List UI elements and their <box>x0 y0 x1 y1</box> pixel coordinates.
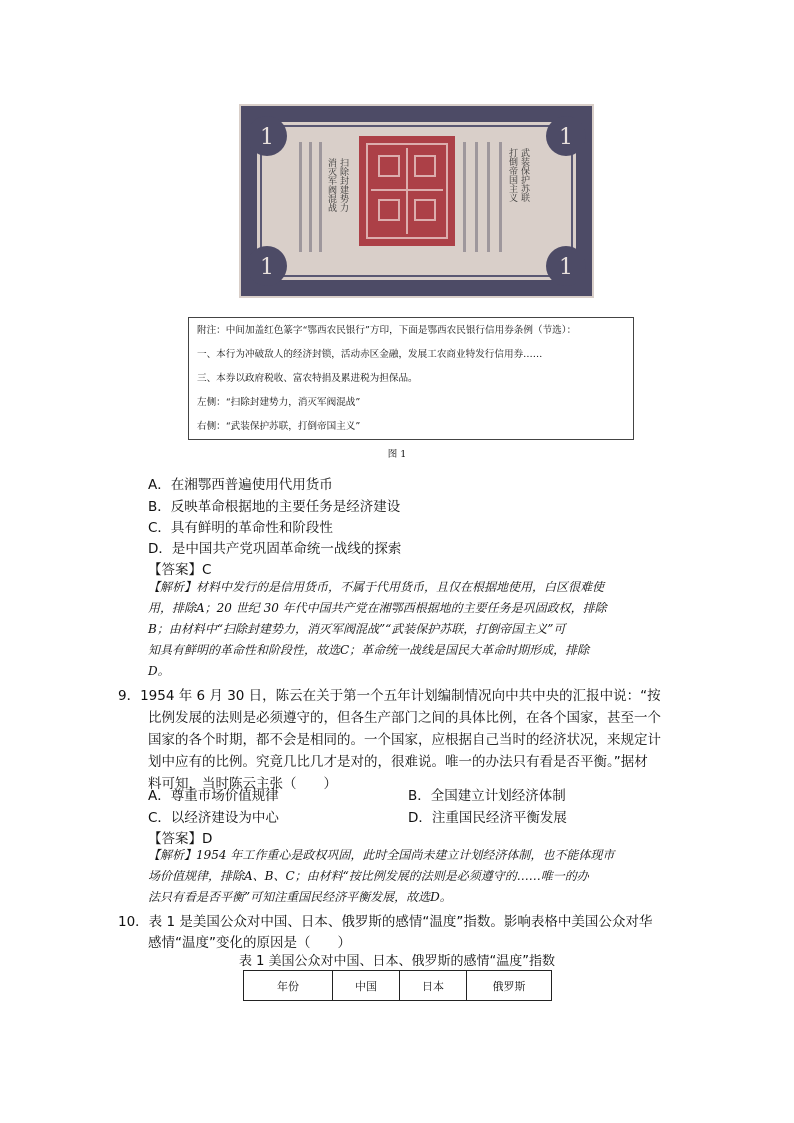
q9-option-b: B．全国建立计划经济体制 <box>408 788 566 804</box>
q9-analysis-line-2: 场价值规律，排除A、B、C；由材料“按比例发展的法则是必须遵守的……唯一的办 <box>148 869 589 883</box>
table-header-russia: 俄罗斯 <box>467 971 552 1001</box>
right-slogan-2: 打倒帝国主义 <box>507 148 517 202</box>
q9-line-4: 划中应有的比例。究竟几比几才是对的，很难说。唯一的办法只有看是否平衡。”据材 <box>148 754 648 770</box>
q8-analysis-line-1: 【解析】材料中发行的是信用货币，不属于代用货币，且仅在根据地使用，白区很难使 <box>148 580 605 594</box>
table-header-year: 年份 <box>244 971 333 1001</box>
note-line-2: 一、本行为冲破敌人的经济封锁，活动赤区金融，发展工农商业特发行信用券…… <box>197 349 543 360</box>
q8-analysis-line-5: D。 <box>148 664 170 678</box>
note-line-4: 左侧：“扫除封建势力，消灭军阀混战” <box>197 397 361 408</box>
q8-option-c: C．具有鲜明的革命性和阶段性 <box>148 520 333 536</box>
banknote-notes-box <box>188 317 634 440</box>
table-header-row <box>244 971 552 1001</box>
denomination-bottom-left: 1 <box>260 255 274 280</box>
figure-caption: 图 1 <box>387 449 407 460</box>
q9-option-a: A．尊重市场价值规律 <box>148 788 279 804</box>
q9-option-c: C．以经济建设为中心 <box>148 810 279 826</box>
note-line-1: 附注：中间加盖红色篆字“鄂西农民银行”方印，下面是鄂西农民银行信用券条例（节选）： <box>197 325 577 336</box>
note-line-3: 三、本券以政府税收、富农特捐及累进税为担保品。 <box>197 373 418 384</box>
q8-answer: 【答案】C <box>148 562 212 578</box>
table-header-china: 中国 <box>333 971 400 1001</box>
denomination-top-right: 1 <box>559 125 573 150</box>
q9-line-3: 国家的各个时期，都不会是相同的。一个国家，应根据自己当时的经济状况，来规定计 <box>148 732 661 748</box>
q10-line-2: 感情“温度”变化的原因是（ ） <box>148 935 351 951</box>
q9-option-d: D．注重国民经济平衡发展 <box>408 810 567 826</box>
q9-analysis <box>148 845 614 908</box>
q9-answer: 【答案】D <box>148 831 213 847</box>
q9-analysis-line-1: 【解析】1954 年工作重心是政权巩固，此时全国尚未建立计划经济体制，也不能体现市 <box>148 848 615 862</box>
q8-option-d: D．是中国共产党巩固革命统一战线的探索 <box>148 541 402 557</box>
q8-analysis-line-2: 用，排除A；20 世纪 30 年代中国共产党在湘鄂西根据地的主要任务是巩固政权，排除 <box>148 601 607 615</box>
q8-option-a: A．在湘鄂西普遍使用代用货币 <box>148 477 333 493</box>
temperature-table <box>243 970 552 1001</box>
right-slogan: 武装保护苏联 <box>519 148 529 202</box>
q8-option-b: B．反映革命根据地的主要任务是经济建设 <box>148 499 401 515</box>
left-slogan: 扫除封建势力 <box>338 158 348 212</box>
banknote-image <box>239 104 594 298</box>
table-header-japan: 日本 <box>400 971 467 1001</box>
q8-analysis-line-3: B；由材料中“扫除封建势力，消灭军阀混战”“武装保护苏联，打倒帝国主义”可 <box>148 622 566 636</box>
q9-line-2: 比例发展的法则是必须遵守的，但各生产部门之间的具体比例，在各个国家，甚至一个 <box>148 710 661 726</box>
denomination-top-left: 1 <box>260 125 274 150</box>
q9-line-5: 料可知，当时陈云主张（ ） <box>148 776 337 792</box>
denomination-bottom-right: 1 <box>559 255 573 280</box>
left-slogan-2: 消灭军阀混战 <box>326 158 336 212</box>
note-line-5: 右侧：“武装保护苏联，打倒帝国主义” <box>197 421 361 432</box>
q9-analysis-line-3: 法只有看是否平衡”可知注重国民经济平衡发展，故选D。 <box>148 890 452 904</box>
q9-line-1: 9．1954 年 6 月 30 日，陈云在关于第一个五年计划编制情况向中共中央的汇报中说：“按 <box>118 688 661 704</box>
banknote-illustration <box>239 104 594 298</box>
q8-analysis-line-4: 知具有鲜明的革命性和阶段性，故选C；革命统一战线是国民大革命时期形成，排除 <box>148 643 590 657</box>
table-title: 表 1 美国公众对中国、日本、俄罗斯的感情“温度”指数 <box>238 954 555 969</box>
q10-line-1: 10．表 1 是美国公众对中国、日本、俄罗斯的感情“温度”指数。影响表格中美国公众对华 <box>118 914 653 930</box>
q8-analysis <box>148 577 607 682</box>
